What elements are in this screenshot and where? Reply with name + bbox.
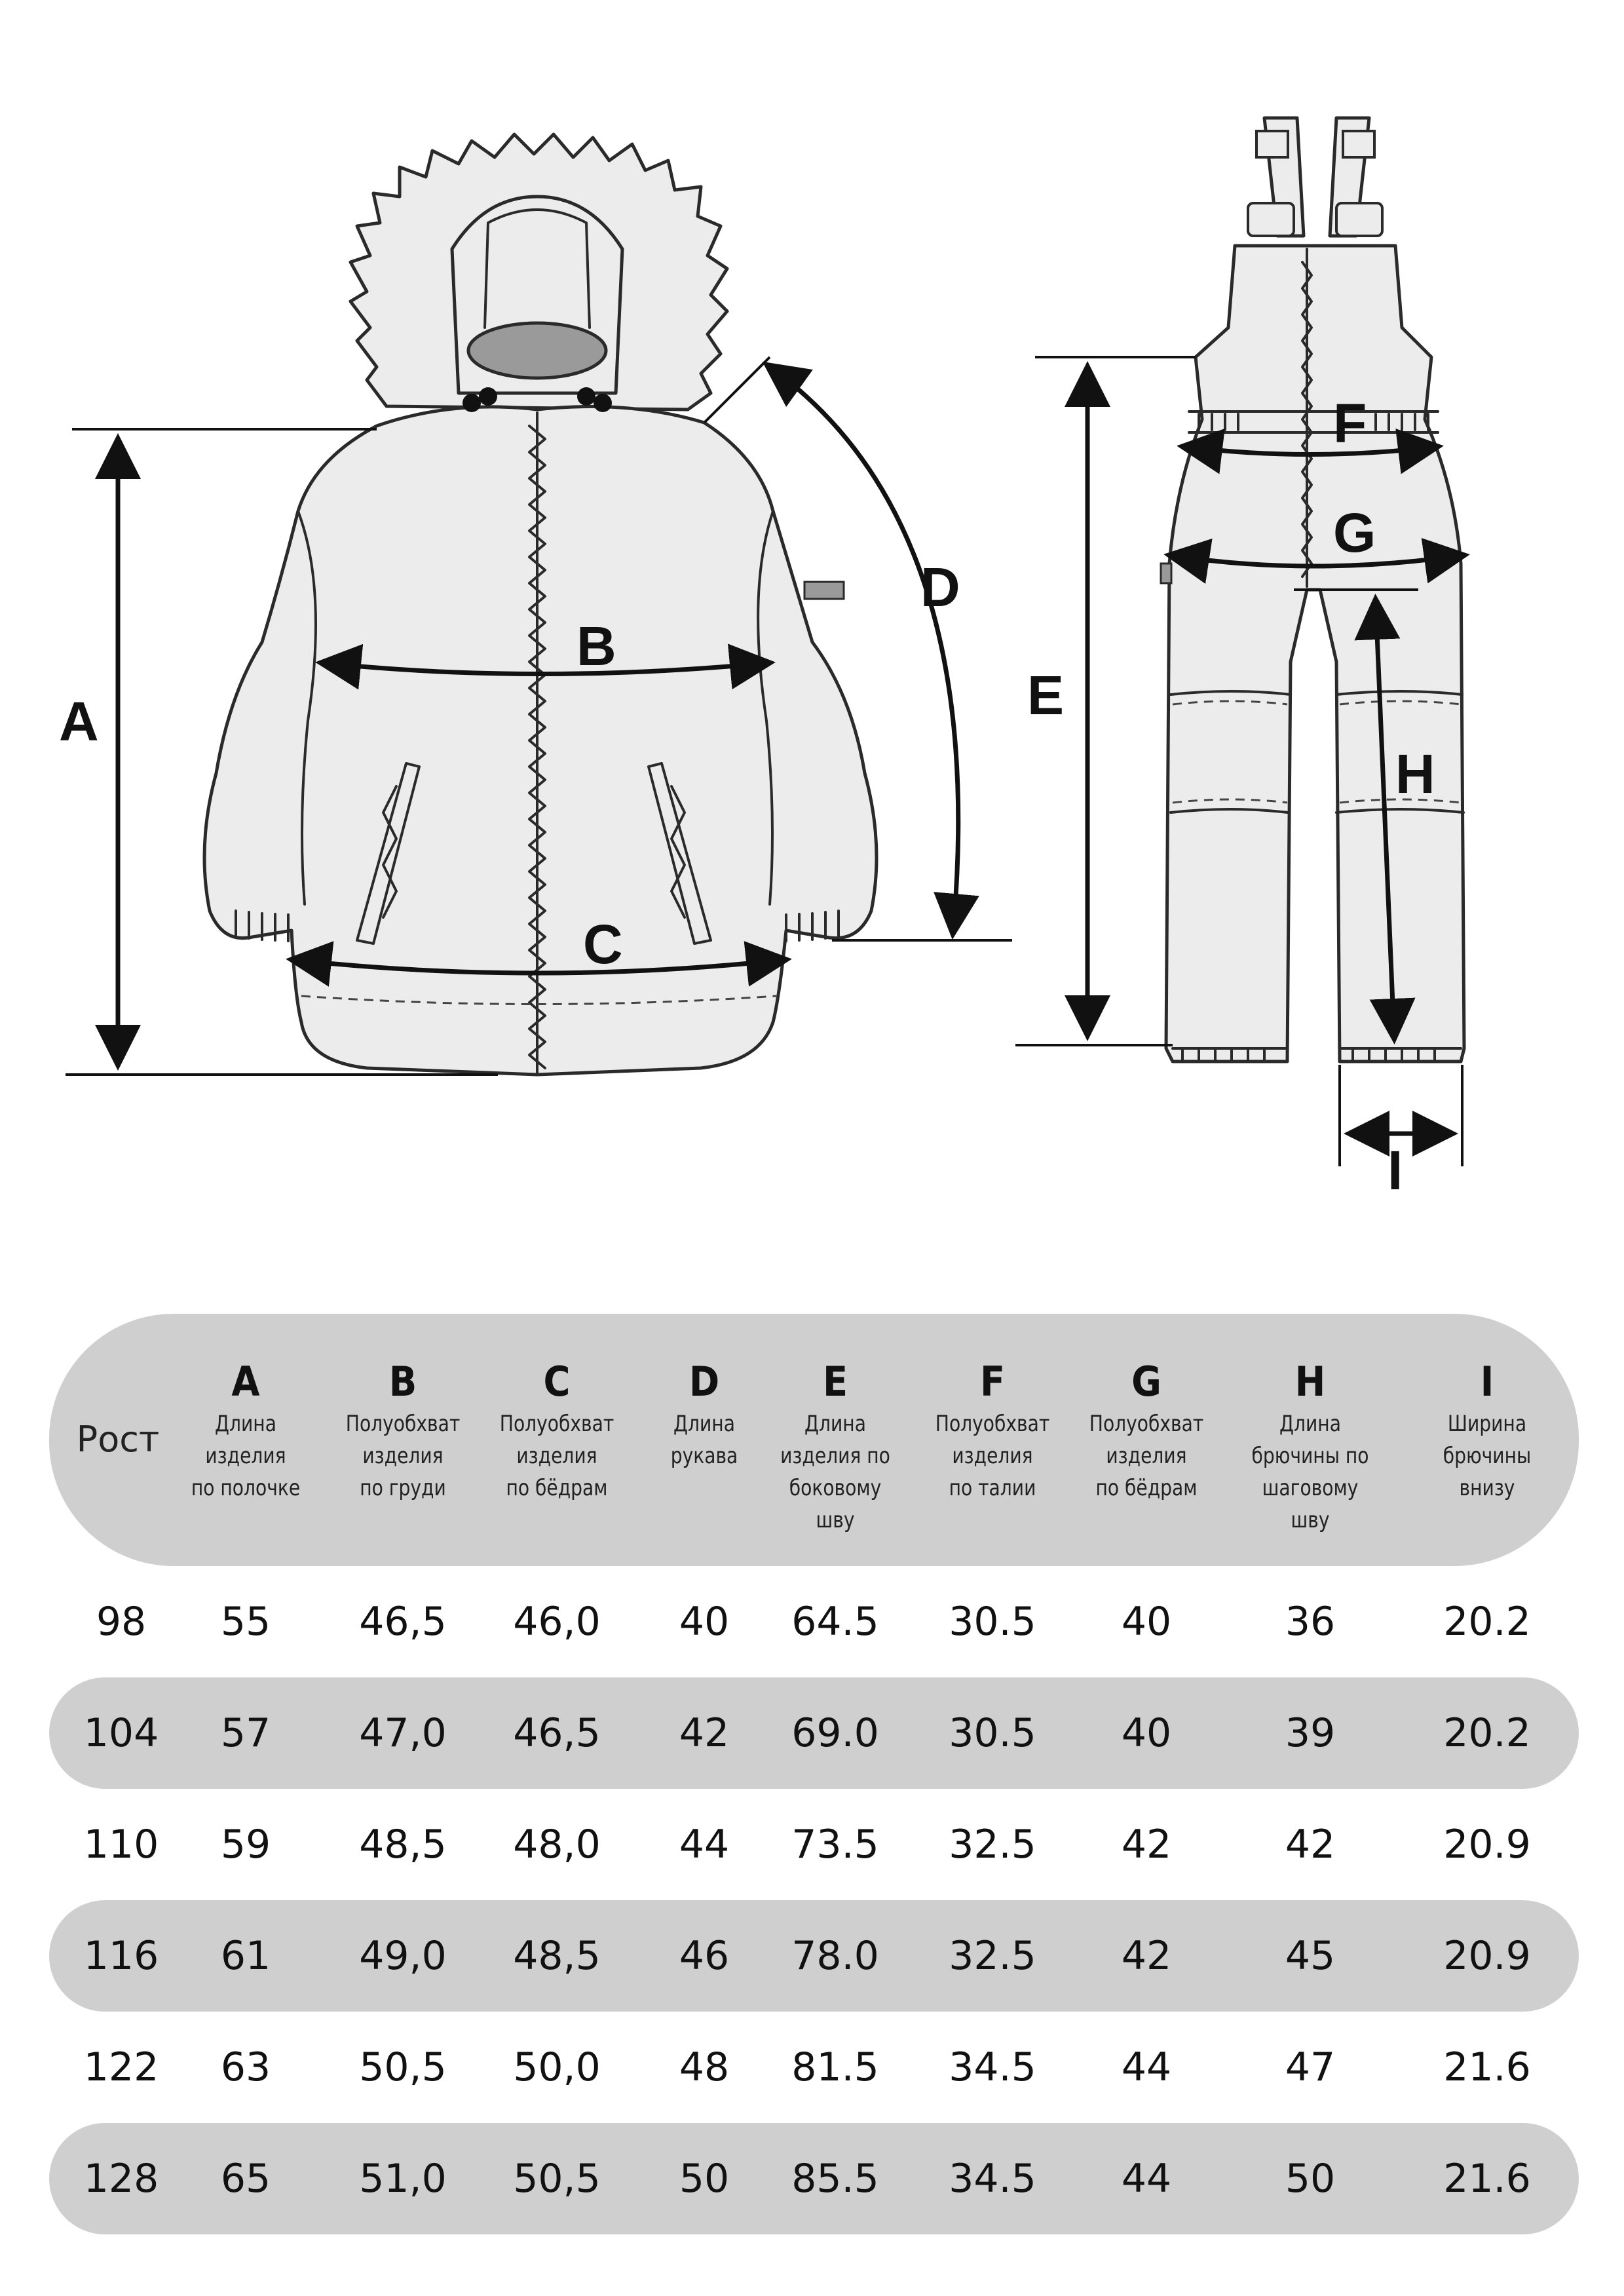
size-table xyxy=(49,1314,1579,2254)
measure-cell: 61 xyxy=(220,1933,271,1979)
height-cell: 116 xyxy=(83,1933,159,1979)
measure-cell: 34.5 xyxy=(949,2156,1036,2202)
label-a: A xyxy=(59,691,99,752)
measure-cell: 48 xyxy=(679,2044,730,2090)
column-description: Длина изделия по боковому шву xyxy=(780,1411,890,1533)
label-i: I xyxy=(1388,1139,1403,1201)
column-letter: I xyxy=(1480,1358,1494,1406)
measure-cell: 46,5 xyxy=(513,1710,601,1756)
height-cell: 128 xyxy=(83,2156,159,2202)
measure-cell: 48,0 xyxy=(513,1822,601,1867)
rost-header: Рост xyxy=(76,1419,160,1460)
measure-cell: 34.5 xyxy=(949,2044,1036,2090)
column-header-h xyxy=(1228,1360,1392,1537)
height-cell: 98 xyxy=(96,1599,147,1645)
measure-cell: 48,5 xyxy=(513,1933,601,1979)
table-row xyxy=(49,1566,1579,1677)
column-header-b xyxy=(321,1360,485,1504)
column-header-a xyxy=(170,1360,321,1504)
column-description: Полуобхват изделия по бёдрам xyxy=(1089,1411,1204,1501)
height-cell: 104 xyxy=(83,1710,159,1756)
height-cell: 110 xyxy=(83,1822,159,1867)
jacket-drawing xyxy=(204,134,877,1075)
label-g: G xyxy=(1333,502,1376,564)
overalls-body xyxy=(1166,246,1464,1062)
measure-cell: 40 xyxy=(1121,1599,1172,1645)
measure-cell: 46 xyxy=(679,1933,730,1979)
table-row xyxy=(49,1789,1579,1900)
label-c: C xyxy=(583,913,623,975)
measure-cell: 32.5 xyxy=(949,1822,1036,1867)
column-letter: H xyxy=(1294,1358,1326,1406)
column-letter: B xyxy=(388,1358,417,1406)
height-cell: 122 xyxy=(83,2044,159,2090)
measure-cell: 39 xyxy=(1285,1710,1336,1756)
measure-cell: 40 xyxy=(1121,1710,1172,1756)
measure-cell: 20.9 xyxy=(1443,1822,1531,1867)
measure-cell: 50 xyxy=(679,2156,730,2202)
measure-cell: 64.5 xyxy=(791,1599,879,1645)
measure-cell: 42 xyxy=(1121,1933,1172,1979)
measure-cell: 81.5 xyxy=(791,2044,879,2090)
column-header-g xyxy=(1065,1360,1228,1504)
column-header-c xyxy=(478,1360,635,1504)
measure-cell: 20.2 xyxy=(1443,1599,1531,1645)
measure-cell: 30.5 xyxy=(949,1599,1036,1645)
column-letter: F xyxy=(979,1358,1006,1406)
table-row xyxy=(49,2123,1579,2234)
measure-cell: 21.6 xyxy=(1443,2044,1531,2090)
measure-cell: 42 xyxy=(1285,1822,1336,1867)
measure-cell: 78.0 xyxy=(791,1933,879,1979)
column-letter: A xyxy=(231,1358,260,1406)
measure-cell: 51,0 xyxy=(359,2156,447,2202)
measure-cell: 44 xyxy=(1121,2156,1172,2202)
measure-cell: 42 xyxy=(1121,1822,1172,1867)
label-d: D xyxy=(920,556,960,618)
measure-cell: 21.6 xyxy=(1443,2156,1531,2202)
collar-lining xyxy=(468,323,606,378)
measure-cell: 50 xyxy=(1285,2156,1336,2202)
column-description: Ширина брючины внизу xyxy=(1443,1411,1532,1501)
measure-cell: 55 xyxy=(220,1599,271,1645)
measure-cell: 20.2 xyxy=(1443,1710,1531,1756)
measure-cell: 47 xyxy=(1285,2044,1336,2090)
measure-cell: 63 xyxy=(220,2044,271,2090)
measure-cell: 36 xyxy=(1285,1599,1336,1645)
measure-cell: 46,5 xyxy=(359,1599,447,1645)
measure-cell: 46,0 xyxy=(513,1599,601,1645)
label-f: F xyxy=(1333,392,1367,454)
column-description: Полуобхват изделия по груди xyxy=(345,1411,461,1501)
measure-cell: 20.9 xyxy=(1443,1933,1531,1979)
label-h: H xyxy=(1395,743,1435,805)
measure-cell: 50,5 xyxy=(513,2156,601,2202)
measure-cell: 32.5 xyxy=(949,1933,1036,1979)
column-description: Полуобхват изделия по талии xyxy=(935,1411,1050,1501)
column-description: Полуобхват изделия по бёдрам xyxy=(499,1411,614,1501)
column-header-e xyxy=(757,1360,914,1537)
measure-cell: 69.0 xyxy=(791,1710,879,1756)
column-description: Длина брючины по шаговому шву xyxy=(1251,1411,1369,1533)
label-e: E xyxy=(1027,664,1065,726)
column-description: Длина изделия по полочке xyxy=(191,1411,301,1501)
measure-cell: 50,0 xyxy=(513,2044,601,2090)
measure-cell: 50,5 xyxy=(359,2044,447,2090)
table-row xyxy=(49,1900,1579,2012)
table-row xyxy=(49,1677,1579,1789)
measure-cell: 47,0 xyxy=(359,1710,447,1756)
column-description: Длина рукава xyxy=(670,1411,738,1469)
measure-cell: 42 xyxy=(679,1710,730,1756)
column-letter: G xyxy=(1131,1358,1161,1406)
measure-cell: 45 xyxy=(1285,1933,1336,1979)
measure-cell: 85.5 xyxy=(791,2156,879,2202)
measure-cell: 30.5 xyxy=(949,1710,1036,1756)
column-letter: E xyxy=(822,1358,848,1406)
column-letter: D xyxy=(689,1358,720,1406)
measure-cell: 44 xyxy=(679,1822,730,1867)
column-header-d xyxy=(649,1360,760,1472)
table-row xyxy=(49,2012,1579,2123)
measure-cell: 73.5 xyxy=(791,1822,879,1867)
measure-cell: 48,5 xyxy=(359,1822,447,1867)
column-header-f xyxy=(911,1360,1074,1504)
measure-cell: 65 xyxy=(220,2156,271,2202)
measure-cell: 44 xyxy=(1121,2044,1172,2090)
label-b: B xyxy=(576,615,616,677)
measure-cell: 40 xyxy=(679,1599,730,1645)
measure-cell: 57 xyxy=(220,1710,271,1756)
measure-cell: 49,0 xyxy=(359,1933,447,1979)
column-header-i xyxy=(1408,1360,1566,1504)
measure-cell: 59 xyxy=(220,1822,271,1867)
column-letter: C xyxy=(543,1358,571,1406)
